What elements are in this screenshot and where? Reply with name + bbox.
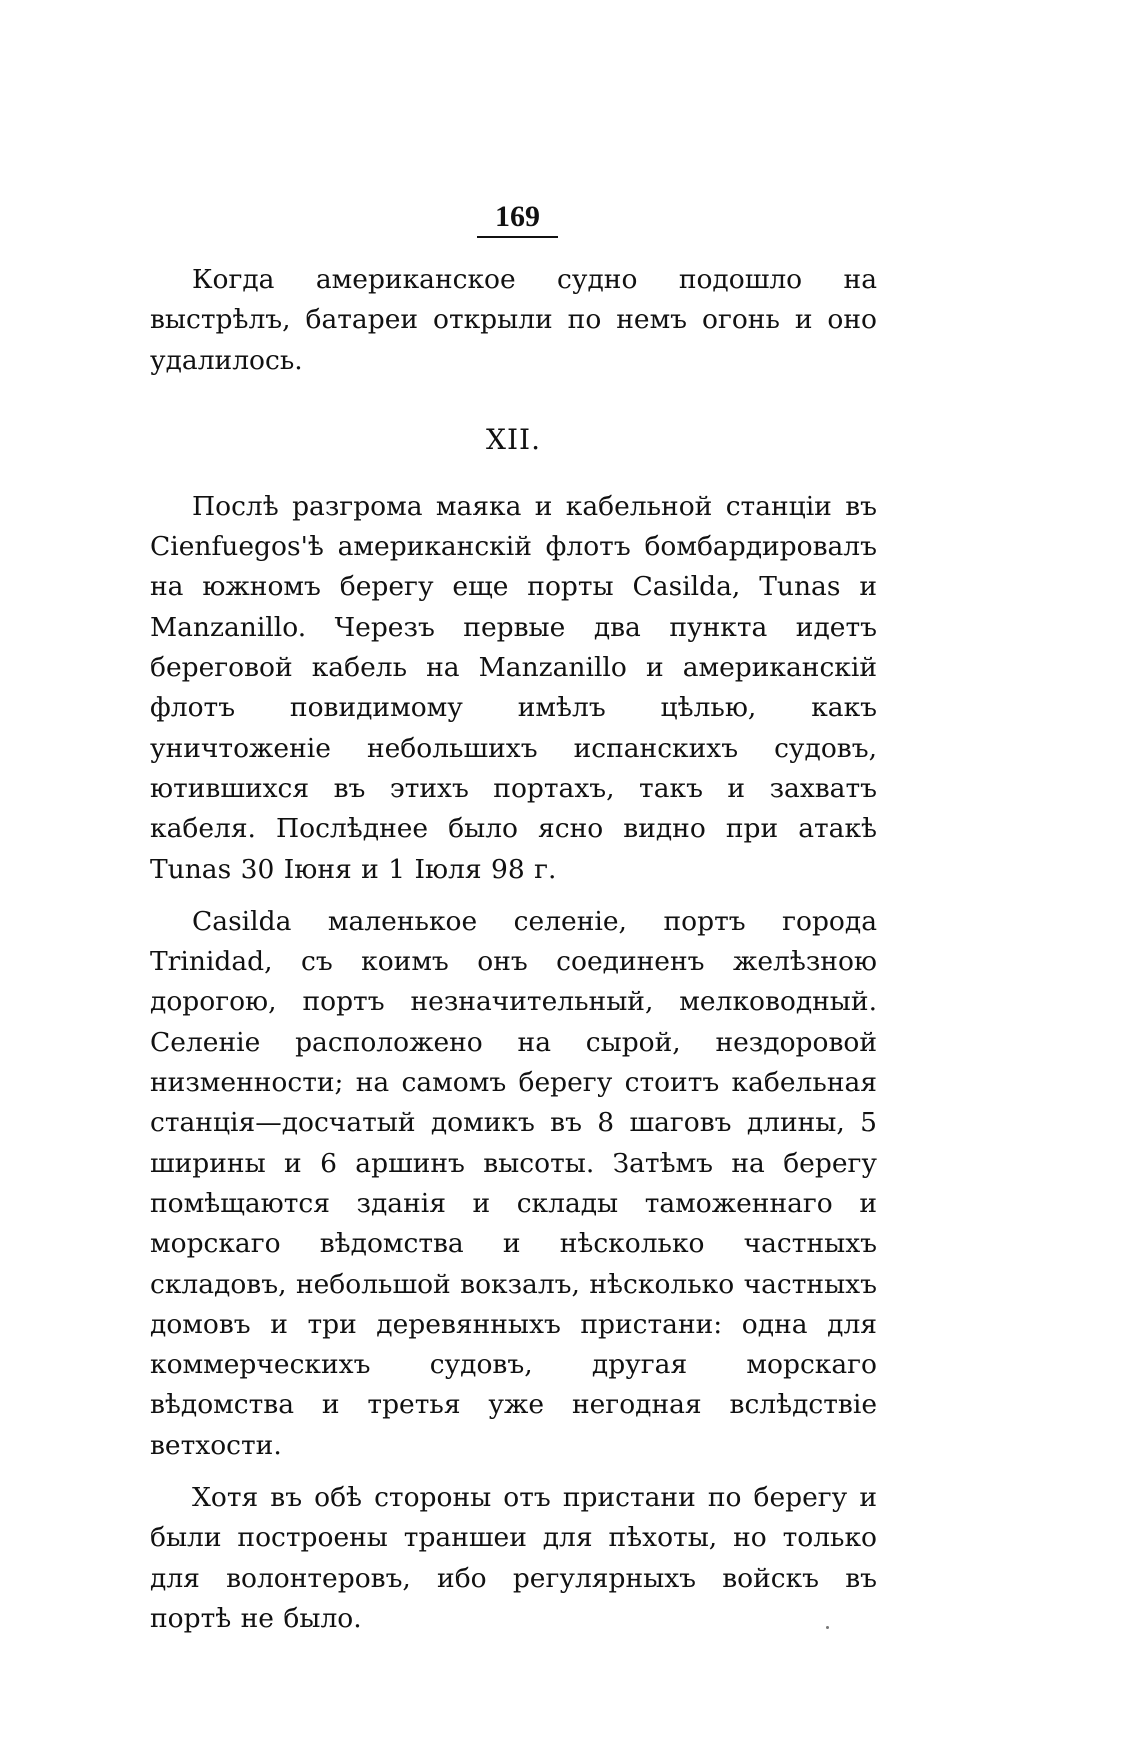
paragraph-4: Хотя въ обѣ стороны отъ пристани по берегу и были построены траншеи для пѣхоты, но только для волонтеровъ, ибо регулярныхъ войскъ въ портѣ не было. — [150, 1482, 877, 1634]
book-page — [150, 200, 877, 1639]
page-number-container — [158, 200, 877, 238]
print-speck — [826, 1626, 829, 1629]
page-number: 169 — [477, 200, 558, 238]
section-heading: XII. — [486, 422, 541, 456]
page-body — [150, 260, 877, 1639]
paragraph-1: Когда американское судно подошло на выстрѣлъ, батареи открыли по немъ огонь и оно удалилось. — [150, 264, 877, 376]
paragraph-2: Послѣ разгрома маяка и кабельной станціи въ Cienfuegos'ѣ американскій флотъ бомбардировалъ на южномъ берегу еще порты Casilda, Tunas и Manzanillo. Черезъ первые два пункта идетъ береговой кабель на Manzanillo и американскій флотъ повидимому имѣлъ цѣлью, какъ уничтоженіе небольшихъ испанскихъ судовъ, ютившихся въ этихъ портахъ, такъ и захватъ кабеля. Послѣднее было ясно видно при атакѣ Tunas 30 Іюня и 1 Іюля 98 г. — [150, 490, 877, 885]
paragraph-3: Casilda маленькое селеніе, портъ города Trinidad, съ коимъ онъ соединенъ желѣзною дорогою, портъ незначительный, мелководный. Селеніе расположено на сырой, нездоровой низменности; на самомъ берегу стоитъ кабельная станція—досчатый домикъ въ 8 шаговъ длины, 5 ширины и 6 аршинъ высоты. Затѣмъ на берегу помѣщаются зданія и склады таможеннаго и морскаго вѣдомства и нѣсколько частныхъ складовъ, небольшой вокзалъ, нѣсколько частныхъ домовъ и три деревянныхъ пристани: одна для коммерческихъ судовъ, другая морскаго вѣдомства и третья уже негодная вслѣдствіе ветхости. — [150, 905, 877, 1461]
